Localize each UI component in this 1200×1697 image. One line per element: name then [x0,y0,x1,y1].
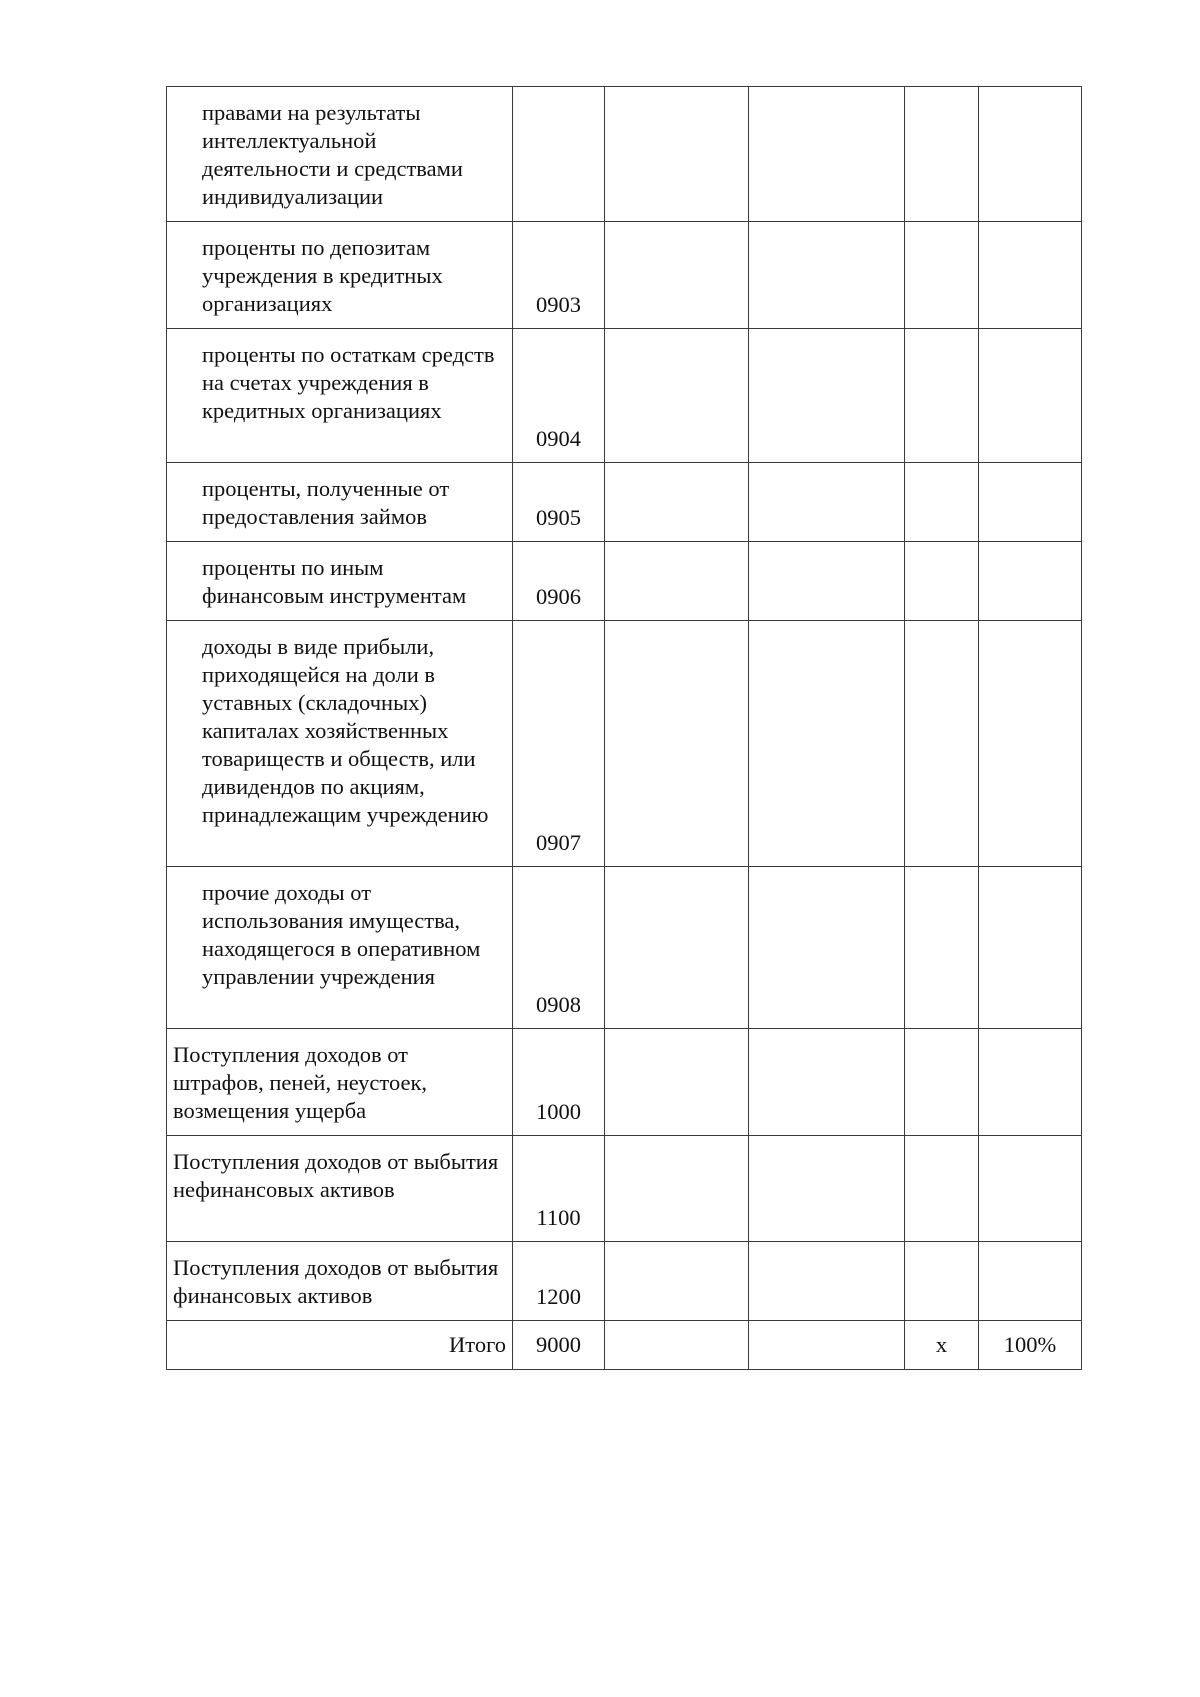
value-cell [605,1242,749,1321]
row-code-cell [513,1242,605,1321]
row-name-cell [167,463,513,542]
row-name: проценты по иным финансовым инструментам [202,555,467,608]
total-col6-cell [979,1321,1082,1370]
value-cell [905,867,979,1029]
row-code: 0907 [536,830,581,855]
value-cell [749,867,905,1029]
value-cell [749,542,905,621]
row-code-cell [513,621,605,867]
value-cell [979,329,1082,463]
row-name-cell [167,1136,513,1242]
total-col5-cell [905,1321,979,1370]
row-name: проценты по депозитам учреждения в кредитных организациях [202,235,443,316]
value-cell [905,87,979,222]
row-code-cell [513,1029,605,1136]
value-cell [905,1136,979,1242]
value-cell [605,87,749,222]
total-code-cell [513,1321,605,1370]
value-cell [749,463,905,542]
table-row [167,463,1082,542]
value-cell [749,621,905,867]
value-cell [605,329,749,463]
value-cell [749,329,905,463]
total-percent: 100% [1003,1332,1057,1357]
value-cell [905,222,979,329]
value-cell [979,1242,1082,1321]
value-cell [605,463,749,542]
row-name-cell [167,621,513,867]
table-row [167,222,1082,329]
table-row [167,542,1082,621]
value-cell [905,1242,979,1321]
total-col5: х [935,1332,948,1357]
total-label-cell [167,1321,513,1370]
row-code: 1100 [536,1205,581,1230]
table-row [167,1242,1082,1321]
row-code-cell [513,87,605,222]
row-code-cell [513,867,605,1029]
value-cell [749,1242,905,1321]
table-row [167,87,1082,222]
row-code: 1000 [536,1099,581,1124]
value-cell [749,1321,905,1370]
row-code-cell [513,1136,605,1242]
value-cell [605,1321,749,1370]
row-name: правами на результаты интеллектуальной деятельности и средствами индивидуализации [202,100,463,209]
value-cell [749,1029,905,1136]
value-cell [905,542,979,621]
value-cell [905,621,979,867]
row-code-cell [513,329,605,463]
row-code: 0904 [536,426,581,451]
value-cell [605,867,749,1029]
row-code: 0906 [536,584,581,609]
value-cell [749,222,905,329]
income-table [166,86,1082,1370]
row-code: 0905 [536,505,581,530]
table-row [167,867,1082,1029]
value-cell [979,463,1082,542]
value-cell [605,621,749,867]
table-row [167,1136,1082,1242]
row-code-cell [513,463,605,542]
table-row [167,1029,1082,1136]
row-name-cell [167,1242,513,1321]
row-code-cell [513,542,605,621]
value-cell [905,1029,979,1136]
row-name: Поступления доходов от штрафов, пеней, неустоек, возмещения ущерба [173,1042,428,1123]
row-name-cell [167,222,513,329]
value-cell [605,1136,749,1242]
table-row [167,329,1082,463]
total-code: 9000 [536,1332,581,1357]
value-cell [905,463,979,542]
value-cell [979,1029,1082,1136]
row-code: 1200 [536,1284,581,1309]
value-cell [979,621,1082,867]
value-cell [605,542,749,621]
row-name: Поступления доходов от выбытия нефинансовых активов [173,1149,499,1202]
row-code: 0908 [536,992,581,1017]
row-name-cell [167,329,513,463]
row-code-cell [513,222,605,329]
row-name: проценты, полученные от предоставления займов [202,476,450,529]
value-cell [749,1136,905,1242]
row-name-cell [167,867,513,1029]
row-name-cell [167,1029,513,1136]
value-cell [979,1136,1082,1242]
row-name: доходы в виде прибыли, приходящейся на доли в уставных (складочных) капиталах хозяйственных товариществ и обществ, или дивидендов по акциям, принадлежащим учреждению [202,634,489,827]
row-name: прочие доходы от использования имущества, находящегося в оперативном управлении учреждения [202,880,481,989]
value-cell [749,87,905,222]
row-code: 0903 [536,292,581,317]
row-name: проценты по остаткам средств на счетах учреждения в кредитных организациях [202,342,495,423]
value-cell [979,542,1082,621]
total-label: Итого [449,1332,506,1357]
table-row [167,621,1082,867]
row-name: Поступления доходов от выбытия финансовых активов [173,1255,499,1308]
total-row [167,1321,1082,1370]
row-name-cell [167,542,513,621]
value-cell [979,222,1082,329]
value-cell [605,1029,749,1136]
value-cell [979,867,1082,1029]
value-cell [605,222,749,329]
value-cell [905,329,979,463]
value-cell [979,87,1082,222]
row-name-cell [167,87,513,222]
